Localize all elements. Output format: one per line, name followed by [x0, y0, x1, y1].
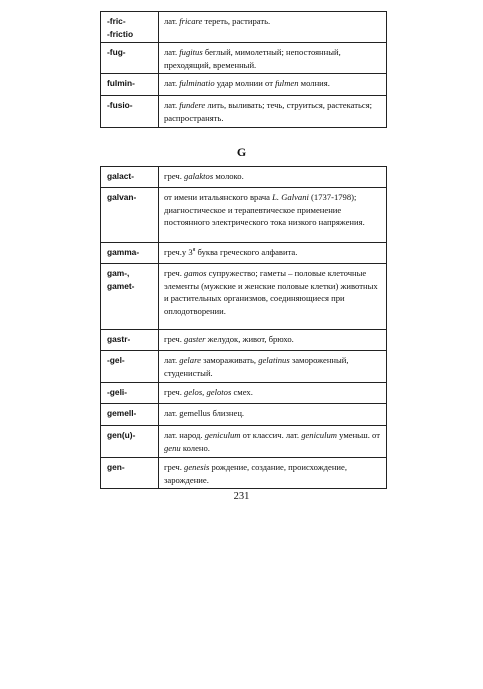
term-cell	[101, 458, 159, 489]
table-row	[101, 458, 387, 489]
term-text: gen(u)-	[107, 430, 136, 440]
term-text: gamet-	[107, 280, 135, 291]
definition-text: лат.	[164, 78, 180, 89]
term-cell	[101, 330, 159, 351]
latin-word: genu	[164, 442, 181, 453]
definition-cell	[159, 426, 387, 458]
definition-cell	[159, 74, 387, 96]
term-text: gemell-	[107, 408, 137, 418]
definition-cell	[159, 404, 387, 426]
definition-text: замораживать,	[200, 355, 259, 365]
definition-text: греч.	[164, 171, 185, 181]
definition-text: молния.	[298, 78, 330, 89]
term-cell	[101, 383, 159, 404]
table-row	[101, 243, 387, 264]
definition-text: колено.	[180, 442, 210, 453]
table-row	[101, 74, 387, 96]
definition-cell	[159, 330, 387, 351]
definition-text: я	[192, 247, 196, 254]
definition-text: лат. народ.	[164, 430, 205, 440]
latin-word: gelos, gelotos	[184, 387, 232, 397]
term-cell	[101, 264, 159, 330]
term-cell	[101, 426, 159, 458]
latin-word: fulmen	[275, 78, 299, 89]
definition-cell	[159, 96, 387, 127]
definition-text: буква греческого алфавита.	[195, 247, 298, 257]
table-row	[101, 96, 387, 127]
definition-text: беглый, мимолетный; непостоянный, преходящий, временный.	[164, 47, 341, 70]
definition-text: удар молнии от	[214, 78, 276, 89]
table-row	[101, 43, 387, 74]
term-cell	[101, 351, 159, 383]
term-cell	[101, 74, 159, 96]
latin-word: L. Galvani	[272, 192, 309, 202]
term-text: fulmin-	[107, 78, 135, 89]
term-text: gam-,	[107, 268, 130, 278]
term-text: gen-	[107, 462, 125, 472]
definition-cell	[159, 188, 387, 243]
term-text: gamma-	[107, 247, 140, 257]
term-text: -fug-	[107, 47, 126, 58]
latin-word: geniculum	[301, 430, 337, 440]
latin-word: genesis	[184, 462, 210, 472]
definition-text: лат.	[164, 47, 180, 58]
latin-word: gaster	[184, 334, 206, 344]
latin-word: fugitus	[179, 47, 203, 58]
term-text: -fusio-	[107, 100, 133, 111]
latin-word: galaktos	[184, 171, 214, 181]
definition-cell	[159, 12, 387, 43]
definition-text: греч.	[164, 387, 185, 397]
table-row	[101, 264, 387, 330]
definition-cell	[159, 43, 387, 74]
term-text: galvan-	[107, 192, 137, 202]
definition-text: лат. gemellus близнец.	[164, 408, 245, 418]
table-row	[101, 426, 387, 458]
latin-word: geniculum	[204, 430, 241, 440]
definition-text: замороженный, студенистый.	[164, 355, 349, 378]
definition-cell	[159, 383, 387, 404]
definition-text: от имени итальянского врача	[164, 192, 273, 202]
definition-cell	[159, 458, 387, 489]
definition-text: супружество; гаметы – половые клеточные элементы (мужские и женские половые клетки) животных и растительных организмов, соединяющиеся при оплодотворении.	[164, 268, 378, 316]
term-text: -geli-	[107, 387, 128, 397]
definition-cell	[159, 167, 387, 188]
definition-cell	[159, 264, 387, 330]
term-cell	[101, 167, 159, 188]
definition-text: молоко.	[213, 171, 244, 181]
section-letter-heading: G	[236, 145, 247, 159]
term-text: -gel-	[107, 355, 125, 365]
table-row	[101, 351, 387, 383]
latin-word: fundere	[179, 100, 206, 111]
term-cell	[101, 43, 159, 74]
table-row	[101, 383, 387, 404]
dictionary-table-f	[100, 11, 387, 128]
definition-text: греч.	[164, 334, 185, 344]
table-row	[101, 330, 387, 351]
latin-word: gelatinus	[258, 355, 290, 365]
table-row	[101, 188, 387, 243]
dictionary-table-g	[100, 166, 387, 489]
definition-text: греч.	[164, 268, 185, 278]
table-row	[101, 404, 387, 426]
definition-text: уменьш. от	[337, 430, 380, 440]
definition-text: (1737-1798); диагностическое и терапевтическое применение постоянного электрического тока низкого напряжения.	[164, 192, 365, 228]
definition-text: лить, выливать; течь, струиться, растекаться; распространять.	[164, 100, 373, 123]
term-cell	[101, 188, 159, 243]
latin-word: gelare	[179, 355, 201, 365]
table-row	[101, 167, 387, 188]
page-number: 231	[233, 491, 250, 502]
term-text: -frictio	[107, 28, 134, 39]
term-cell	[101, 12, 159, 43]
definition-text: тереть, растирать.	[202, 16, 271, 26]
term-text: galact-	[107, 171, 134, 181]
definition-text: смех.	[231, 387, 253, 397]
definition-text: греч.	[164, 462, 185, 472]
definition-text: лат.	[164, 16, 180, 26]
latin-word: fulminatio	[179, 78, 215, 89]
term-text: -fric-	[107, 16, 126, 26]
latin-word: fricare	[179, 16, 203, 26]
definition-text: от классич. лат.	[240, 430, 302, 440]
definition-cell	[159, 351, 387, 383]
table-row	[101, 12, 387, 43]
definition-text: желудок, живот, брюхо.	[205, 334, 294, 344]
definition-cell	[159, 243, 387, 264]
term-cell	[101, 96, 159, 127]
term-cell	[101, 404, 159, 426]
term-cell	[101, 243, 159, 264]
definition-text: греч.у 3	[164, 247, 193, 257]
definition-text: рождение, создание, происхождение, зарождение.	[164, 462, 347, 485]
definition-text: лат.	[164, 100, 180, 111]
latin-word: gamos	[184, 268, 207, 278]
definition-text: лат.	[164, 355, 180, 365]
term-text: gastr-	[107, 334, 131, 344]
